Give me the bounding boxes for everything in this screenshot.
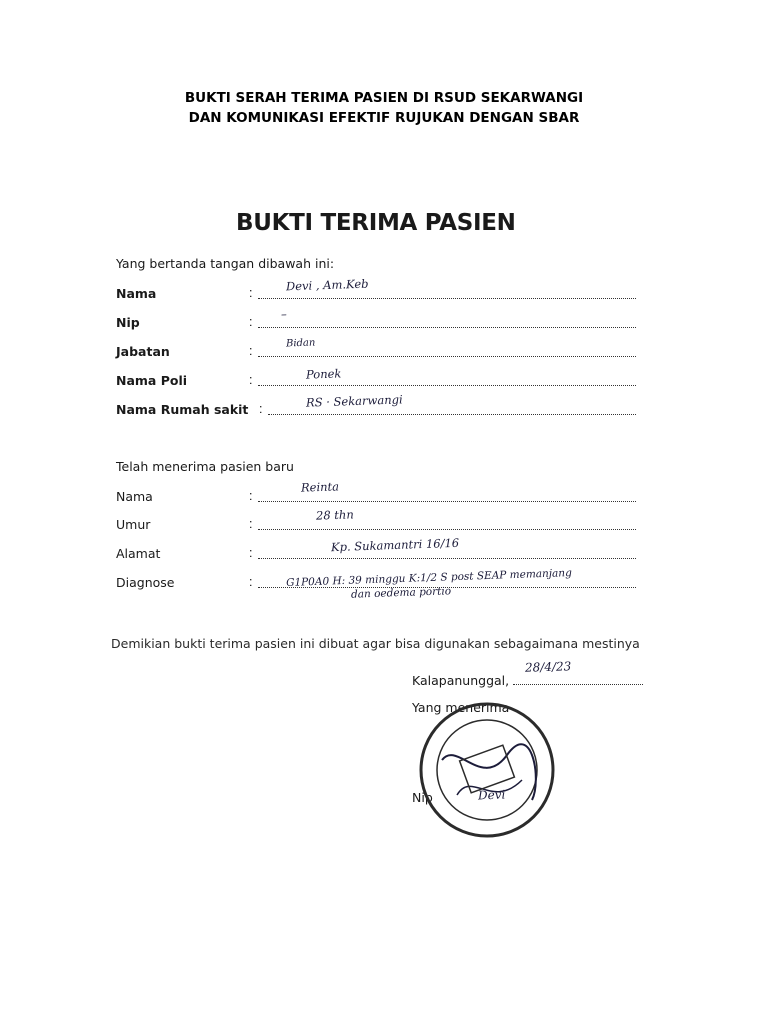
field-label: Umur (116, 517, 151, 532)
field-label: Nama Rumah sakit (116, 402, 249, 417)
field-label: Jabatan (116, 344, 170, 359)
intro-sender: Yang bertanda tangan dibawah ini: (116, 256, 335, 271)
nip-label: Nip (412, 790, 433, 805)
receiver-label: Yang menerima (412, 700, 510, 715)
dotted-line (258, 356, 636, 357)
field-colon: : (249, 517, 253, 531)
dotted-line (258, 501, 636, 502)
handwritten-value: – (280, 306, 287, 322)
field-sender-nip (116, 306, 636, 337)
field-sender-jabatan (116, 337, 636, 366)
field-colon: : (249, 286, 253, 300)
document-header (0, 88, 768, 128)
field-patient-address (116, 535, 636, 568)
handwritten-value: Devi , Am.Keb (285, 276, 369, 294)
handwritten-value: Kp. Sukamantri 16/16 (330, 535, 460, 555)
dotted-line (258, 558, 636, 559)
intro-patient: Telah menerima pasien baru (116, 459, 294, 474)
field-label: Diagnose (116, 575, 175, 590)
handwritten-value-line-2: dan oedema portio (350, 585, 452, 601)
date-dotted-line (513, 659, 643, 685)
place-label: Kalapanunggal, (412, 673, 510, 688)
official-stamp-icon (412, 700, 562, 840)
place-date (412, 659, 643, 688)
field-colon: : (249, 489, 253, 503)
field-sender-name (116, 276, 636, 308)
field-colon: : (249, 546, 253, 560)
field-colon: : (249, 315, 253, 329)
field-colon: : (249, 373, 253, 387)
closing-statement: Demikian bukti terima pasien ini dibuat agar bisa digunakan sebagaimana mestinya (111, 636, 640, 651)
dotted-line (258, 298, 636, 299)
handwritten-value: Bidan (285, 337, 316, 350)
field-sender-poli (116, 366, 636, 395)
header-line-1: BUKTI SERAH TERIMA PASIEN DI RSUD SEKARWANGI (184, 90, 584, 106)
field-label: Nama Poli (116, 373, 188, 388)
dotted-line (258, 529, 636, 530)
field-patient-diagnose (116, 567, 706, 601)
field-colon: : (259, 402, 263, 416)
field-label: Nip (116, 315, 140, 330)
signature-name: Devi (477, 787, 506, 803)
field-label: Nama (116, 286, 157, 301)
dotted-line (258, 385, 636, 386)
handwritten-value: Ponek (305, 366, 342, 382)
field-sender-hospital (116, 392, 636, 424)
header-line-2: DAN KOMUNIKASI EFEKTIF RUJUKAN DENGAN SBAR (188, 110, 580, 126)
dotted-line (268, 414, 636, 415)
handwritten-date: 28/4/23 (524, 659, 572, 675)
field-patient-age (116, 507, 636, 539)
handwritten-value: G1P0A0 H: 39 minggu K:1/2 S post SEAP memanjang (285, 567, 573, 589)
field-colon: : (249, 344, 253, 358)
field-patient-name (116, 479, 636, 511)
handwritten-value: 28 thn (315, 507, 354, 523)
dotted-line (258, 327, 636, 328)
handwritten-value: Reinta (300, 479, 340, 495)
field-label: Alamat (116, 546, 161, 561)
field-label: Nama (116, 489, 153, 504)
field-colon: : (249, 575, 253, 589)
form-title: BUKTI TERIMA PASIEN (236, 210, 516, 236)
handwritten-value: RS · Sekarwangi (305, 392, 403, 410)
